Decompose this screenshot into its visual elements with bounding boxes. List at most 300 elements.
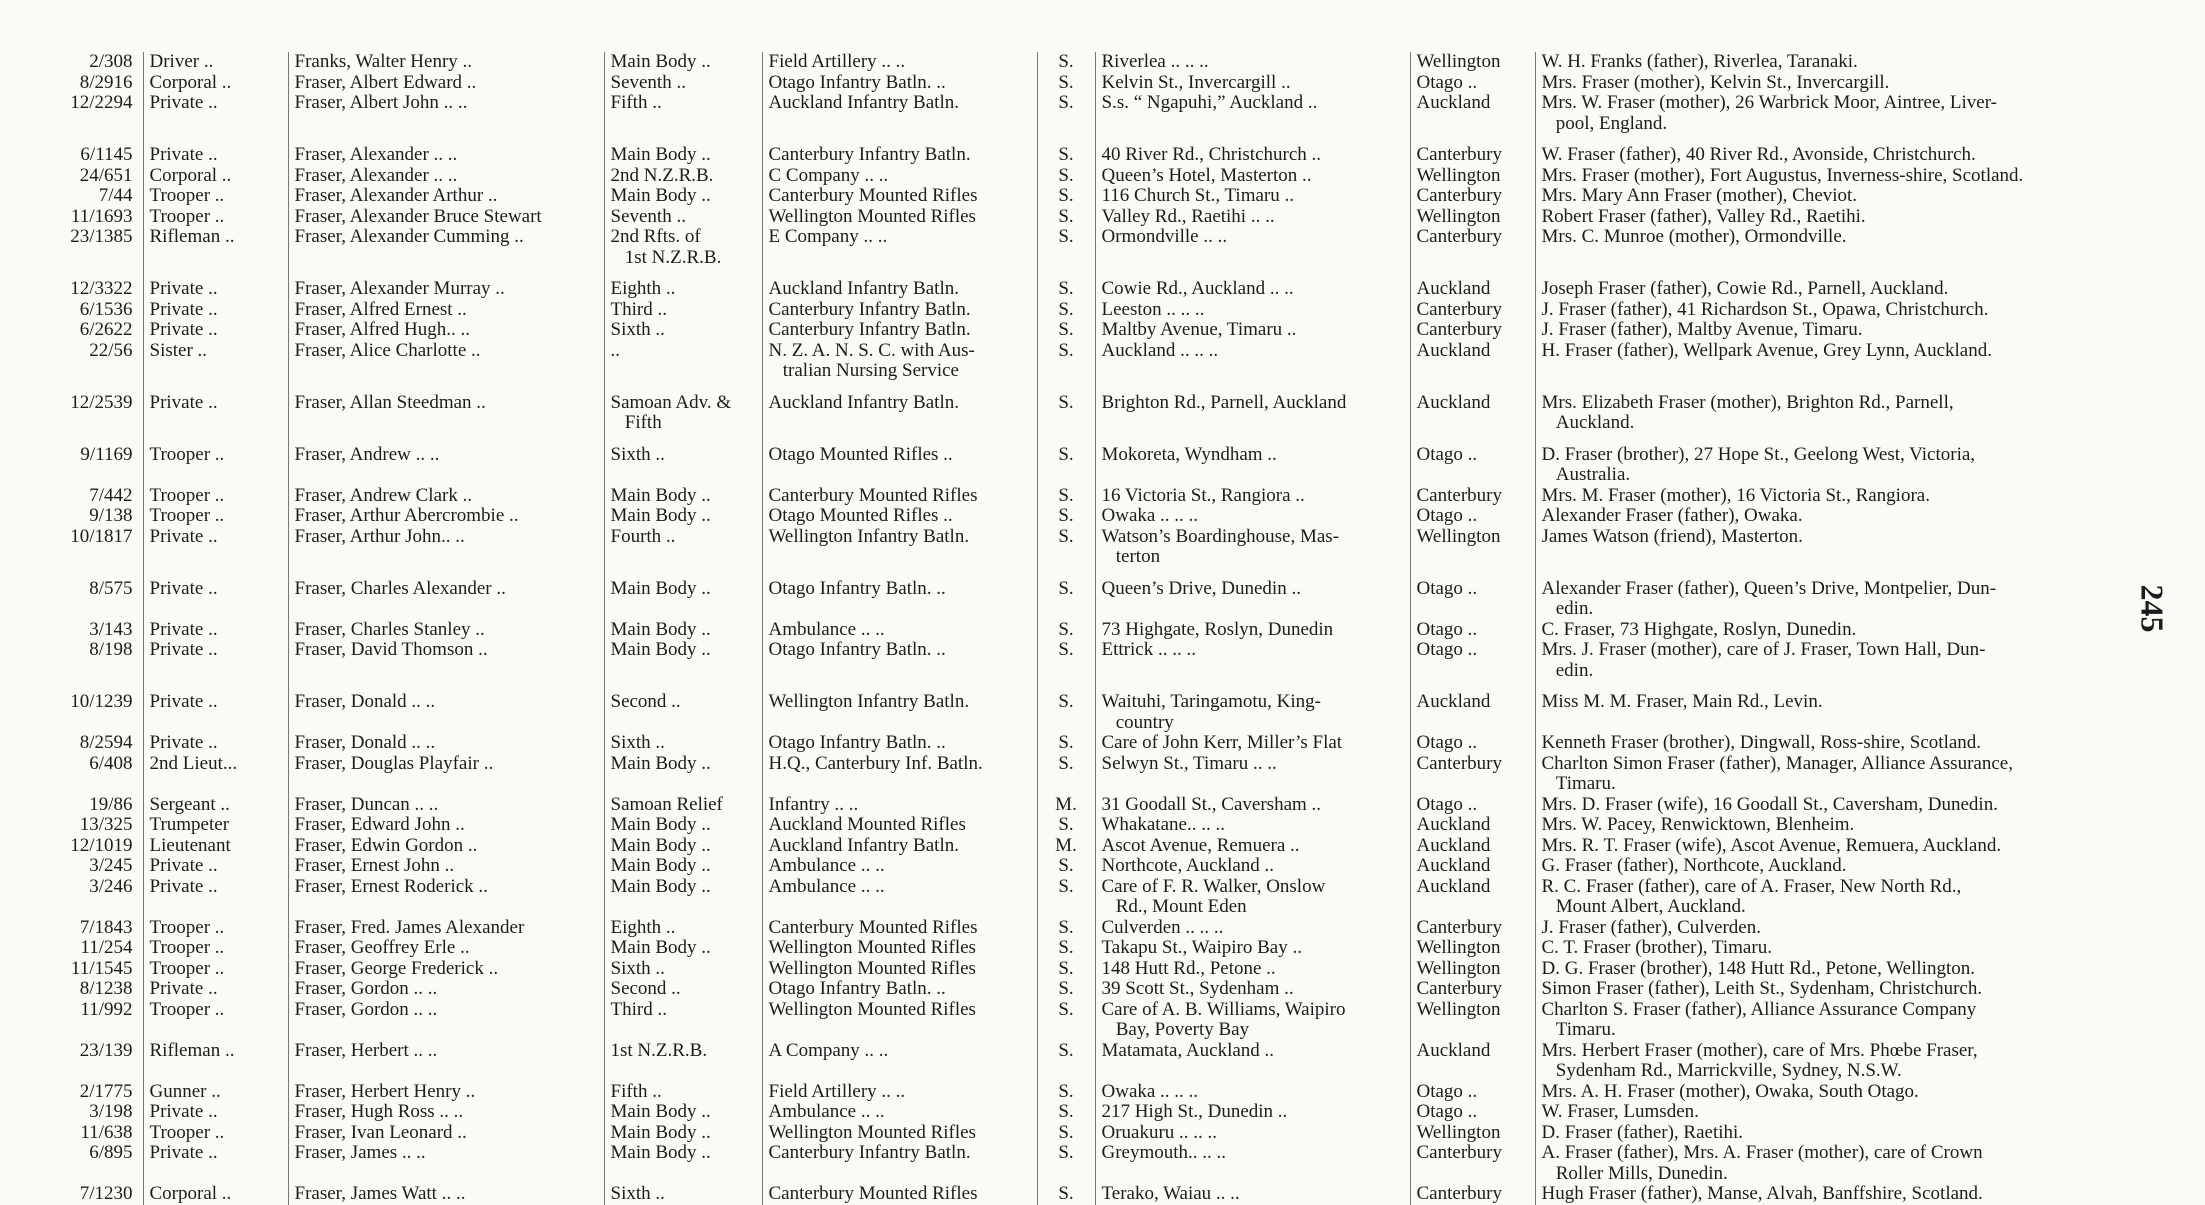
next-of-kin-cell: J. Fraser (father), Maltby Avenue, Timaru. xyxy=(1535,320,2125,341)
unit-cell: H.Q., Canterbury Inf. Batln. xyxy=(762,754,1037,795)
table-row xyxy=(48,979,2125,1000)
district-cell: Otago .. xyxy=(1410,73,1535,94)
rank-cell: Private .. xyxy=(143,620,288,641)
last-address-cell: Queen’s Drive, Dunedin .. xyxy=(1095,568,1410,620)
regimental-number-cell: 8/575 xyxy=(89,577,133,599)
district-cell: Otago .. xyxy=(1410,640,1535,681)
last-address-cell: Mokoreta, Wyndham .. xyxy=(1095,434,1410,486)
soldier-name-cell: Fraser, Edward John .. xyxy=(288,815,604,836)
marital-status-cell: S. xyxy=(1037,568,1095,620)
regimental-number-cell: 2/308 xyxy=(89,51,133,72)
last-address-cell: Whakatane.. .. .. xyxy=(1095,815,1410,836)
table-row xyxy=(48,568,2125,620)
unit-cell: Field Artillery .. .. xyxy=(762,52,1037,73)
soldier-name-cell: Fraser, David Thomson .. xyxy=(288,640,604,681)
last-address-cell: Riverlea .. .. .. xyxy=(1095,52,1410,73)
table-row xyxy=(48,434,2125,486)
table-row xyxy=(48,52,2125,73)
table-row xyxy=(48,1143,2125,1184)
next-of-kin-cell: Alexander Fraser (father), Queen’s Drive, Montpelier, Dun- edin. xyxy=(1535,568,2125,620)
regimental-number-cell: 11/1545 xyxy=(70,957,133,979)
next-of-kin-cell: Charlton Simon Fraser (father), Manager, Alliance Assurance, Timaru. xyxy=(1535,754,2125,795)
rank-cell: Corporal .. xyxy=(143,73,288,94)
last-address-cell: 16 Victoria St., Rangiora .. xyxy=(1095,486,1410,507)
district-cell: Otago .. xyxy=(1410,568,1535,620)
district-cell: Auckland xyxy=(1410,681,1535,733)
regimental-number-cell: 11/1693 xyxy=(70,205,133,227)
next-of-kin-cell: Mrs. Elizabeth Fraser (mother), Brighton Rd., Parnell, Auckland. xyxy=(1535,382,2125,434)
regimental-number-cell: 8/1238 xyxy=(79,978,133,999)
marital-status-cell: S. xyxy=(1037,434,1095,486)
table-row xyxy=(48,681,2125,733)
rank-cell: Private .. xyxy=(143,93,288,134)
soldier-name-cell: Fraser, Douglas Playfair .. xyxy=(288,754,604,795)
draft-cell: .. xyxy=(604,341,762,382)
next-of-kin-cell: Mrs. J. Fraser (mother), care of J. Fraser, Town Hall, Dun- edin. xyxy=(1535,640,2125,681)
next-of-kin-cell: J. Fraser (father), Culverden. xyxy=(1535,918,2125,939)
soldier-name-cell: Fraser, Alexander .. .. xyxy=(288,134,604,166)
marital-status-cell: S. xyxy=(1037,186,1095,207)
draft-cell: Main Body .. xyxy=(604,486,762,507)
rank-cell: Trooper .. xyxy=(143,434,288,486)
regimental-number-cell: 7/442 xyxy=(89,484,133,506)
last-address-cell: S.s. “ Ngapuhi,” Auckland .. xyxy=(1095,93,1410,134)
unit-cell: Wellington Infantry Batln. xyxy=(762,527,1037,568)
unit-cell: Infantry .. .. xyxy=(762,795,1037,816)
last-address-cell: Ormondville .. .. xyxy=(1095,227,1410,268)
district-cell: Wellington xyxy=(1410,527,1535,568)
soldier-name-cell: Fraser, Hugh Ross .. .. xyxy=(288,1102,604,1123)
district-cell: Canterbury xyxy=(1410,134,1535,166)
draft-cell: Main Body .. xyxy=(604,620,762,641)
table-row xyxy=(48,166,2125,187)
last-address-cell: 217 High St., Dunedin .. xyxy=(1095,1102,1410,1123)
last-address-cell: 31 Goodall St., Caversham .. xyxy=(1095,795,1410,816)
regimental-number-cell: 6/1145 xyxy=(80,144,133,165)
table-row xyxy=(48,620,2125,641)
marital-status-cell: S. xyxy=(1037,93,1095,134)
draft-cell: Main Body .. xyxy=(604,815,762,836)
district-cell: Otago .. xyxy=(1410,1082,1535,1103)
district-cell: Canterbury xyxy=(1410,1184,1535,1205)
next-of-kin-cell: Mrs. Herbert Fraser (mother), care of Mrs. Phœbe Fraser, Sydenham Rd., Marrickville, Sydney, N.S.W. xyxy=(1535,1041,2125,1082)
table-row xyxy=(48,300,2125,321)
table-row xyxy=(48,918,2125,939)
soldier-name-cell: Fraser, Andrew .. .. xyxy=(288,434,604,486)
rank-cell: Sergeant .. xyxy=(143,795,288,816)
unit-cell: E Company .. .. xyxy=(762,227,1037,268)
draft-cell: Samoan Relief xyxy=(604,795,762,816)
soldier-name-cell: Fraser, Charles Stanley .. xyxy=(288,620,604,641)
soldier-name-cell: Fraser, Alexander .. .. xyxy=(288,166,604,187)
unit-cell: Canterbury Infantry Batln. xyxy=(762,134,1037,166)
marital-status-cell: S. xyxy=(1037,52,1095,73)
next-of-kin-cell: Mrs. Fraser (mother), Fort Augustus, Inverness-shire, Scotland. xyxy=(1535,166,2125,187)
rank-cell: Trooper .. xyxy=(143,1000,288,1041)
draft-cell: Main Body .. xyxy=(604,836,762,857)
regimental-number-cell: 12/3322 xyxy=(70,278,133,299)
marital-status-cell: S. xyxy=(1037,382,1095,434)
district-cell: Auckland xyxy=(1410,341,1535,382)
next-of-kin-cell: Mrs. D. Fraser (wife), 16 Goodall St., Caversham, Dunedin. xyxy=(1535,795,2125,816)
table-row xyxy=(48,959,2125,980)
regimental-number-cell: 12/1019 xyxy=(70,834,133,856)
table-row xyxy=(48,320,2125,341)
next-of-kin-cell: J. Fraser (father), 41 Richardson St., Opawa, Christchurch. xyxy=(1535,300,2125,321)
rank-cell: Trumpeter xyxy=(143,815,288,836)
draft-cell: Sixth .. xyxy=(604,959,762,980)
nominal-roll-table xyxy=(48,52,2125,1205)
table-row xyxy=(48,1184,2125,1205)
table-row xyxy=(48,134,2125,166)
next-of-kin-cell: Mrs. R. T. Fraser (wife), Ascot Avenue, Remuera, Auckland. xyxy=(1535,836,2125,857)
last-address-cell: Northcote, Auckland .. xyxy=(1095,856,1410,877)
next-of-kin-cell: Robert Fraser (father), Valley Rd., Raetihi. xyxy=(1535,207,2125,228)
district-cell: Canterbury xyxy=(1410,227,1535,268)
rank-cell: Rifleman .. xyxy=(143,1041,288,1082)
next-of-kin-cell: W. Fraser, Lumsden. xyxy=(1535,1102,2125,1123)
district-cell: Otago .. xyxy=(1410,506,1535,527)
marital-status-cell: S. xyxy=(1037,1102,1095,1123)
district-cell: Canterbury xyxy=(1410,486,1535,507)
district-cell: Auckland xyxy=(1410,815,1535,836)
marital-status-cell: S. xyxy=(1037,73,1095,94)
draft-cell: Third .. xyxy=(604,300,762,321)
last-address-cell: Watson’s Boardinghouse, Mas- terton xyxy=(1095,527,1410,568)
district-cell: Otago .. xyxy=(1410,434,1535,486)
rank-cell: Private .. xyxy=(143,527,288,568)
soldier-name-cell: Fraser, Albert Edward .. xyxy=(288,73,604,94)
next-of-kin-cell: H. Fraser (father), Wellpark Avenue, Grey Lynn, Auckland. xyxy=(1535,341,2125,382)
soldier-name-cell: Fraser, Arthur Abercrombie .. xyxy=(288,506,604,527)
marital-status-cell: S. xyxy=(1037,1184,1095,1205)
next-of-kin-cell: Hugh Fraser (father), Manse, Alvah, Banffshire, Scotland. xyxy=(1535,1184,2125,1205)
soldier-name-cell: Fraser, Charles Alexander .. xyxy=(288,568,604,620)
rank-cell: Trooper .. xyxy=(143,207,288,228)
district-cell: Canterbury xyxy=(1410,1143,1535,1184)
roll-body xyxy=(48,52,2125,1205)
regimental-number-cell: 7/44 xyxy=(98,185,133,206)
soldier-name-cell: Fraser, Herbert Henry .. xyxy=(288,1082,604,1103)
table-row xyxy=(48,1102,2125,1123)
table-row xyxy=(48,186,2125,207)
district-cell: Canterbury xyxy=(1410,754,1535,795)
last-address-cell: Oruakuru .. .. .. xyxy=(1095,1123,1410,1144)
regimental-number-cell: 12/2539 xyxy=(70,391,133,413)
rank-cell: Private .. xyxy=(143,382,288,434)
rank-cell: Trooper .. xyxy=(143,486,288,507)
draft-cell: Main Body .. xyxy=(604,754,762,795)
table-row xyxy=(48,1123,2125,1144)
page-number: 245 xyxy=(2134,584,2171,633)
last-address-cell: Terako, Waiau .. .. xyxy=(1095,1184,1410,1205)
soldier-name-cell: Fraser, Ernest Roderick .. xyxy=(288,877,604,918)
next-of-kin-cell: W. H. Franks (father), Riverlea, Taranaki. xyxy=(1535,52,2125,73)
soldier-name-cell: Fraser, Andrew Clark .. xyxy=(288,486,604,507)
regimental-number-cell: 12/2294 xyxy=(70,92,133,113)
rank-cell: Private .. xyxy=(143,134,288,166)
district-cell: Otago .. xyxy=(1410,795,1535,816)
district-cell: Canterbury xyxy=(1410,979,1535,1000)
draft-cell: Fifth .. xyxy=(604,93,762,134)
table-row xyxy=(48,754,2125,795)
rank-cell: Private .. xyxy=(143,1143,288,1184)
next-of-kin-cell: Mrs. Mary Ann Fraser (mother), Cheviot. xyxy=(1535,186,2125,207)
rank-cell: Rifleman .. xyxy=(143,227,288,268)
table-row xyxy=(48,527,2125,568)
draft-cell: Sixth .. xyxy=(604,434,762,486)
marital-status-cell: S. xyxy=(1037,856,1095,877)
unit-cell: Ambulance .. .. xyxy=(762,877,1037,918)
table-row xyxy=(48,877,2125,918)
next-of-kin-cell: Kenneth Fraser (brother), Dingwall, Ross-shire, Scotland. xyxy=(1535,733,2125,754)
soldier-name-cell: Fraser, Alexander Arthur .. xyxy=(288,186,604,207)
next-of-kin-cell: D. Fraser (father), Raetihi. xyxy=(1535,1123,2125,1144)
last-address-cell: Waituhi, Taringamotu, King- country xyxy=(1095,681,1410,733)
last-address-cell: Maltby Avenue, Timaru .. xyxy=(1095,320,1410,341)
rank-cell: Private .. xyxy=(143,1102,288,1123)
unit-cell: C Company .. .. xyxy=(762,166,1037,187)
rank-cell: Private .. xyxy=(143,640,288,681)
unit-cell: Canterbury Mounted Rifles xyxy=(762,918,1037,939)
draft-cell: Eighth .. xyxy=(604,918,762,939)
draft-cell: Samoan Adv. & Fifth xyxy=(604,382,762,434)
soldier-name-cell: Fraser, Gordon .. .. xyxy=(288,979,604,1000)
marital-status-cell: M. xyxy=(1037,836,1095,857)
table-row xyxy=(48,1082,2125,1103)
next-of-kin-cell: Simon Fraser (father), Leith St., Sydenham, Christchurch. xyxy=(1535,979,2125,1000)
soldier-name-cell: Fraser, Duncan .. .. xyxy=(288,795,604,816)
rank-cell: Private .. xyxy=(143,268,288,300)
marital-status-cell: S. xyxy=(1037,754,1095,795)
last-address-cell: 39 Scott St., Sydenham .. xyxy=(1095,979,1410,1000)
soldier-name-cell: Fraser, Arthur John.. .. xyxy=(288,527,604,568)
unit-cell: Otago Infantry Batln. .. xyxy=(762,733,1037,754)
draft-cell: Main Body .. xyxy=(604,856,762,877)
rank-cell: Private .. xyxy=(143,979,288,1000)
draft-cell: Fourth .. xyxy=(604,527,762,568)
marital-status-cell: S. xyxy=(1037,877,1095,918)
regimental-number-cell: 10/1817 xyxy=(70,525,133,547)
next-of-kin-cell: Mrs. Fraser (mother), Kelvin St., Invercargill. xyxy=(1535,73,2125,94)
rank-cell: Private .. xyxy=(143,856,288,877)
marital-status-cell: S. xyxy=(1037,1123,1095,1144)
next-of-kin-cell: Charlton S. Fraser (father), Alliance Assurance Company Timaru. xyxy=(1535,1000,2125,1041)
unit-cell: Otago Mounted Rifles .. xyxy=(762,506,1037,527)
soldier-name-cell: Fraser, Alfred Ernest .. xyxy=(288,300,604,321)
district-cell: Wellington xyxy=(1410,938,1535,959)
draft-cell: Fifth .. xyxy=(604,1082,762,1103)
table-row xyxy=(48,268,2125,300)
rank-cell: Trooper .. xyxy=(143,186,288,207)
table-row xyxy=(48,640,2125,681)
unit-cell: Wellington Infantry Batln. xyxy=(762,681,1037,733)
regimental-number-cell: 11/638 xyxy=(80,1121,133,1143)
regimental-number-cell: 22/56 xyxy=(89,339,133,361)
unit-cell: Wellington Mounted Rifles xyxy=(762,207,1037,228)
last-address-cell: Culverden .. .. .. xyxy=(1095,918,1410,939)
district-cell: Auckland xyxy=(1410,877,1535,918)
district-cell: Wellington xyxy=(1410,166,1535,187)
draft-cell: Main Body .. xyxy=(604,186,762,207)
rank-cell: Trooper .. xyxy=(143,506,288,527)
district-cell: Canterbury xyxy=(1410,186,1535,207)
unit-cell: Auckland Infantry Batln. xyxy=(762,268,1037,300)
marital-status-cell: S. xyxy=(1037,1143,1095,1184)
marital-status-cell: S. xyxy=(1037,938,1095,959)
marital-status-cell: S. xyxy=(1037,527,1095,568)
draft-cell: 2nd Rfts. of 1st N.Z.R.B. xyxy=(604,227,762,268)
marital-status-cell: S. xyxy=(1037,1000,1095,1041)
unit-cell: Canterbury Mounted Rifles xyxy=(762,486,1037,507)
last-address-cell: Leeston .. .. .. xyxy=(1095,300,1410,321)
marital-status-cell: S. xyxy=(1037,918,1095,939)
last-address-cell: Brighton Rd., Parnell, Auckland xyxy=(1095,382,1410,434)
soldier-name-cell: Fraser, Herbert .. .. xyxy=(288,1041,604,1082)
rank-cell: Corporal .. xyxy=(143,1184,288,1205)
next-of-kin-cell: Miss M. M. Fraser, Main Rd., Levin. xyxy=(1535,681,2125,733)
district-cell: Otago .. xyxy=(1410,1102,1535,1123)
unit-cell: Canterbury Infantry Batln. xyxy=(762,300,1037,321)
last-address-cell: Care of A. B. Williams, Waipiro Bay, Poverty Bay xyxy=(1095,1000,1410,1041)
next-of-kin-cell: R. C. Fraser (father), care of A. Fraser, New North Rd., Mount Albert, Auckland. xyxy=(1535,877,2125,918)
district-cell: Wellington xyxy=(1410,1123,1535,1144)
last-address-cell: Care of John Kerr, Miller’s Flat xyxy=(1095,733,1410,754)
last-address-cell: Kelvin St., Invercargill .. xyxy=(1095,73,1410,94)
district-cell: Wellington xyxy=(1410,207,1535,228)
table-row xyxy=(48,341,2125,382)
draft-cell: Main Body .. xyxy=(604,568,762,620)
table-row xyxy=(48,1041,2125,1082)
regimental-number-cell: 3/143 xyxy=(89,618,133,640)
soldier-name-cell: Fraser, Gordon .. .. xyxy=(288,1000,604,1041)
district-cell: Wellington xyxy=(1410,959,1535,980)
last-address-cell: Greymouth.. .. .. xyxy=(1095,1143,1410,1184)
regimental-number-cell: 9/1169 xyxy=(80,443,133,465)
draft-cell: Main Body .. xyxy=(604,938,762,959)
district-cell: Auckland xyxy=(1410,93,1535,134)
soldier-name-cell: Fraser, Alice Charlotte .. xyxy=(288,341,604,382)
regimental-number-cell: 6/1536 xyxy=(79,298,133,320)
last-address-cell: 40 River Rd., Christchurch .. xyxy=(1095,134,1410,166)
draft-cell: 1st N.Z.R.B. xyxy=(604,1041,762,1082)
marital-status-cell: S. xyxy=(1037,320,1095,341)
next-of-kin-cell: Alexander Fraser (father), Owaka. xyxy=(1535,506,2125,527)
draft-cell: Second .. xyxy=(604,681,762,733)
unit-cell: Otago Infantry Batln. .. xyxy=(762,640,1037,681)
draft-cell: Seventh .. xyxy=(604,73,762,94)
marital-status-cell: S. xyxy=(1037,640,1095,681)
soldier-name-cell: Fraser, Geoffrey Erle .. xyxy=(288,938,604,959)
soldier-name-cell: Fraser, Donald .. .. xyxy=(288,681,604,733)
last-address-cell: Valley Rd., Raetihi .. .. xyxy=(1095,207,1410,228)
marital-status-cell: S. xyxy=(1037,620,1095,641)
table-row xyxy=(48,486,2125,507)
draft-cell: Sixth .. xyxy=(604,320,762,341)
table-row xyxy=(48,836,2125,857)
table-row xyxy=(48,795,2125,816)
soldier-name-cell: Fraser, Alexander Murray .. xyxy=(288,268,604,300)
unit-cell: Otago Infantry Batln. .. xyxy=(762,568,1037,620)
soldier-name-cell: Fraser, Allan Steedman .. xyxy=(288,382,604,434)
regimental-number-cell: 8/2594 xyxy=(79,732,133,753)
rank-cell: Trooper .. xyxy=(143,918,288,939)
unit-cell: A Company .. .. xyxy=(762,1041,1037,1082)
unit-cell: Wellington Mounted Rifles xyxy=(762,1000,1037,1041)
unit-cell: N. Z. A. N. S. C. with Aus- tralian Nursing Service xyxy=(762,341,1037,382)
rank-cell: Private .. xyxy=(143,733,288,754)
unit-cell: Canterbury Infantry Batln. xyxy=(762,1143,1037,1184)
unit-cell: Ambulance .. .. xyxy=(762,856,1037,877)
marital-status-cell: S. xyxy=(1037,733,1095,754)
unit-cell: Ambulance .. .. xyxy=(762,1102,1037,1123)
draft-cell: Main Body .. xyxy=(604,640,762,681)
draft-cell: Main Body .. xyxy=(604,134,762,166)
table-row xyxy=(48,227,2125,268)
rank-cell: Trooper .. xyxy=(143,938,288,959)
rank-cell: Driver .. xyxy=(143,52,288,73)
unit-cell: Auckland Mounted Rifles xyxy=(762,815,1037,836)
soldier-name-cell: Franks, Walter Henry .. xyxy=(288,52,604,73)
soldier-name-cell: Fraser, Alexander Cumming .. xyxy=(288,227,604,268)
rank-cell: Trooper .. xyxy=(143,959,288,980)
draft-cell: Main Body .. xyxy=(604,1102,762,1123)
last-address-cell: Cowie Rd., Auckland .. .. xyxy=(1095,268,1410,300)
unit-cell: Otago Mounted Rifles .. xyxy=(762,434,1037,486)
last-address-cell: Owaka .. .. .. xyxy=(1095,1082,1410,1103)
regimental-number-cell: 7/1843 xyxy=(79,916,133,938)
last-address-cell: Ettrick .. .. .. xyxy=(1095,640,1410,681)
last-address-cell: Owaka .. .. .. xyxy=(1095,506,1410,527)
regimental-number-cell: 2/1775 xyxy=(79,1080,133,1102)
regimental-number-cell: 9/138 xyxy=(89,505,133,526)
marital-status-cell: S. xyxy=(1037,1082,1095,1103)
table-row xyxy=(48,506,2125,527)
next-of-kin-cell: D. G. Fraser (brother), 148 Hutt Rd., Petone, Wellington. xyxy=(1535,959,2125,980)
soldier-name-cell: Fraser, Fred. James Alexander xyxy=(288,918,604,939)
next-of-kin-cell: Mrs. C. Munroe (mother), Ormondville. xyxy=(1535,227,2125,268)
district-cell: Canterbury xyxy=(1410,320,1535,341)
table-row xyxy=(48,938,2125,959)
marital-status-cell: S. xyxy=(1037,166,1095,187)
unit-cell: Otago Infantry Batln. .. xyxy=(762,73,1037,94)
rank-cell: Private .. xyxy=(143,320,288,341)
draft-cell: Main Body .. xyxy=(604,1143,762,1184)
unit-cell: Auckland Infantry Batln. xyxy=(762,382,1037,434)
regimental-number-cell: 3/198 xyxy=(89,1101,133,1122)
last-address-cell: Care of F. R. Walker, Onslow Rd., Mount Eden xyxy=(1095,877,1410,918)
next-of-kin-cell: C. T. Fraser (brother), Timaru. xyxy=(1535,938,2125,959)
regimental-number-cell: 6/2622 xyxy=(79,319,133,340)
regimental-number-cell: 10/1239 xyxy=(70,691,133,712)
regimental-number-cell: 11/254 xyxy=(80,937,133,958)
rank-cell: Corporal .. xyxy=(143,166,288,187)
district-cell: Auckland xyxy=(1410,268,1535,300)
soldier-name-cell: Fraser, Donald .. .. xyxy=(288,733,604,754)
regimental-number-cell: 19/86 xyxy=(89,793,133,815)
district-cell: Auckland xyxy=(1410,382,1535,434)
unit-cell: Field Artillery .. .. xyxy=(762,1082,1037,1103)
table-row xyxy=(48,856,2125,877)
regimental-number-cell: 23/139 xyxy=(79,1039,133,1061)
next-of-kin-cell: Mrs. W. Pacey, Renwicktown, Blenheim. xyxy=(1535,815,2125,836)
regimental-number-cell: 8/198 xyxy=(89,639,133,660)
last-address-cell: Queen’s Hotel, Masterton .. xyxy=(1095,166,1410,187)
rank-cell: Gunner .. xyxy=(143,1082,288,1103)
unit-cell: Auckland Infantry Batln. xyxy=(762,93,1037,134)
rank-cell: Trooper .. xyxy=(143,1123,288,1144)
marital-status-cell: S. xyxy=(1037,300,1095,321)
